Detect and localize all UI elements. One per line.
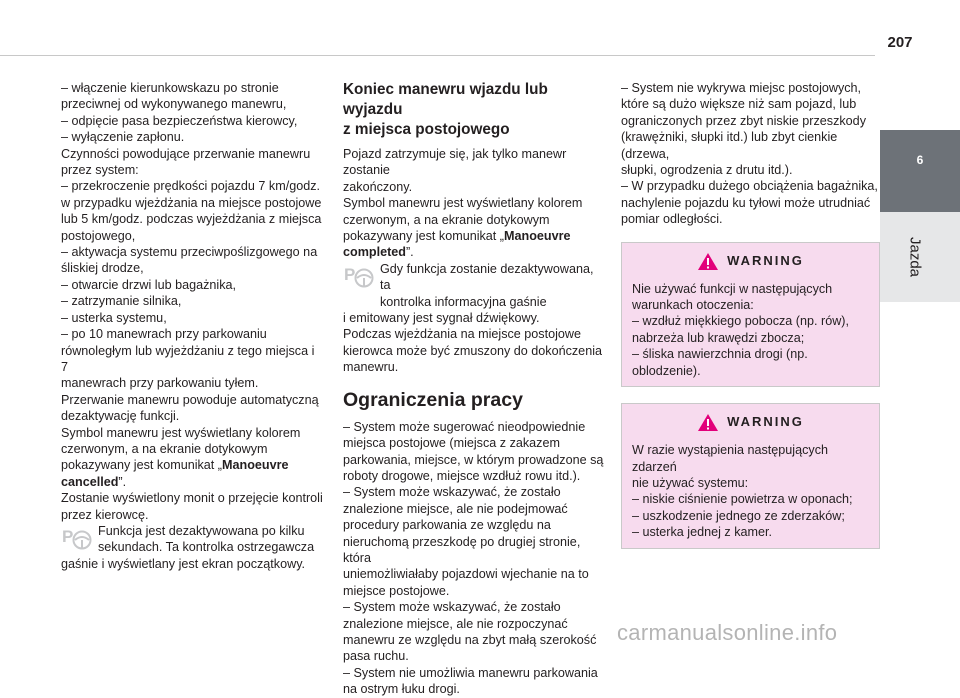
text-line: parkowania, miejsce, w którym prowadzone są — [343, 452, 604, 467]
text-line: procedury parkowania ze względu na — [343, 518, 551, 533]
message-bold: Manoeuvre — [222, 458, 289, 473]
text-line: kontrolka informacyjna gaśnie — [380, 294, 547, 309]
warning-title: WARNING — [727, 414, 804, 430]
svg-text:P: P — [344, 264, 356, 284]
warning-triangle-icon — [697, 252, 719, 271]
text-line: Symbol manewru jest wyświetlany kolorem — [61, 425, 301, 440]
text-line: – System nie wykrywa miejsc postojowych, — [621, 81, 862, 95]
text-line: na ostrym łuku drogi. — [343, 682, 460, 697]
text-line: miejsca postojowe (miejsca z zakazem — [343, 436, 560, 451]
text-line: Przerwanie manewru powoduje automatyczną — [61, 392, 319, 407]
text-line: i emitowany jest sygnał dźwiękowy. — [343, 311, 540, 326]
text-line: kierowca może być zmuszony do dokończenia — [343, 343, 602, 358]
text-line: Funkcja jest dezaktywowana po kilku — [98, 523, 305, 538]
text-line: – usterka jednej z kamer. — [632, 525, 773, 540]
text-line: – niskie ciśnienie powietrza w oponach; — [632, 492, 853, 507]
message-line — [61, 474, 323, 490]
text-line: pomiar odległości. — [621, 212, 723, 227]
col1-text-top — [61, 80, 323, 523]
heading-line: z miejsca postojowego — [343, 121, 510, 138]
text-line: – przekroczenie prędkości pojazdu 7 km/godz. — [61, 179, 321, 194]
text-line: znalezione miejsce, ale nie rozpoczynać — [343, 616, 568, 631]
column-1 — [61, 80, 323, 572]
text-line: ograniczonych przez zbyt niskie przeszkody — [621, 113, 866, 128]
text-line: które są dużo większe niż sam pojazd, lub — [621, 97, 857, 112]
page-number: 207 — [887, 34, 913, 51]
text-line: W razie wystąpienia następujących zdarzeń — [632, 443, 828, 474]
message-bold: completed — [343, 245, 406, 260]
warning-header — [632, 252, 869, 271]
text-line: sekundach. Ta kontrolka ostrzegawcza — [98, 540, 315, 555]
chapter-number: 6 — [916, 153, 924, 167]
text-line: czerwonym, a na ekranie dotykowym — [343, 212, 550, 227]
icon-note — [343, 261, 605, 310]
text-line: – System może sugerować nieodpowiednie — [343, 419, 586, 434]
text-line: – usterka systemu, — [61, 310, 167, 325]
text-line: przez system: — [61, 163, 139, 178]
message-bold: cancelled — [61, 474, 119, 489]
watermark: carmanualsonline.info — [617, 620, 838, 645]
column-3 — [621, 80, 879, 549]
text-line: nachylenie pojazdu ku tyłowi może utrudniać — [621, 195, 871, 210]
text-line: Zostanie wyświetlony monit o przejęcie kontroli — [61, 491, 323, 506]
text-line: nabrzeża lub krawędzi zbocza; — [632, 330, 805, 345]
text-line: równoległym lub wyjeżdżaniu z tego miejsca i 7 — [61, 343, 315, 374]
message-line — [343, 244, 605, 260]
text-line: manewru ze względu na zbyt małą szerokość — [343, 632, 597, 647]
text-line: – aktywacja systemu przeciwpoślizgowego na — [61, 245, 318, 260]
text-line: czerwonym, a na ekranie dotykowym — [61, 441, 268, 456]
chapter-tab — [880, 130, 960, 212]
chapter-label — [900, 212, 930, 302]
warning-triangle-icon — [697, 413, 719, 432]
text-line: lub 5 km/godz. podczas wyjeżdżania z miejsca — [61, 212, 322, 227]
text-line: Podczas wjeżdżania na miejsce postojowe — [343, 327, 582, 342]
text-line: postojowego, — [61, 228, 136, 243]
text-line: – uszkodzenie jednego ze zderzaków; — [632, 508, 845, 523]
text-line: (krawężniki, słupki itd.) lub zbyt cienkie (drzewa, — [621, 130, 838, 161]
text-line: nieruchomą przeszkodę po drugiej stronie, która — [343, 534, 581, 565]
svg-text:P: P — [62, 526, 74, 546]
message-line — [343, 228, 605, 244]
text-line: gaśnie i wyświetlany jest ekran początkowy. — [61, 556, 306, 571]
warning-box — [621, 403, 880, 548]
parking-sensor-icon — [61, 525, 93, 551]
text-line: roboty drogowe, miejsce wzdłuż rowu itd.). — [343, 468, 581, 483]
text-line: manewru. — [343, 360, 399, 375]
text-line: śliskiej drodze, — [61, 261, 144, 276]
text-line: – zatrzymanie silnika, — [61, 294, 182, 309]
heading-line: Koniec manewru wjazdu lub wyjazdu — [343, 81, 548, 118]
warning-title: WARNING — [727, 252, 804, 268]
text-line: Gdy funkcja zostanie dezaktywowana, ta — [380, 261, 594, 293]
text-line: Pojazd zatrzymuje się, jak tylko manewr zostanie — [343, 147, 567, 178]
text-line: warunkach otoczenia: — [632, 298, 754, 313]
text-line: – System nie umożliwia manewru parkowania — [343, 665, 598, 680]
icon-note — [61, 523, 323, 556]
text-line: pasa ruchu. — [343, 649, 409, 664]
message-bold: Manoeuvre — [504, 229, 571, 244]
text-line: – odpięcie pasa bezpieczeństwa kierowcy, — [61, 113, 298, 128]
section-heading-end-manoeuvre — [343, 80, 605, 140]
text-line: Czynności powodujące przerwanie manewru — [61, 146, 311, 161]
section-title-limits: Ograniczenia pracy — [343, 388, 523, 411]
text-line: miejsce postojowe. — [343, 583, 450, 598]
warning-box — [621, 242, 880, 387]
text-line: Nie używać funkcji w następujących — [632, 281, 833, 296]
text-line: – wyłączenie zapłonu. — [61, 130, 185, 145]
chapter-title: Jazda — [906, 236, 924, 278]
text-line: – System może wskazywać, że zostało — [343, 600, 561, 615]
text-line: – śliska nawierzchnia drogi (np. oblodzenie). — [632, 347, 808, 378]
text-line: w przypadku wjeżdżania na miejsce postojowe — [61, 195, 322, 210]
text-fragment: pokazywany jest komunikat „ — [61, 458, 222, 473]
text-line: Symbol manewru jest wyświetlany kolorem — [343, 196, 583, 211]
text-line: – włączenie kierunkowskazu po stronie — [61, 81, 279, 95]
text-line: nie używać systemu: — [632, 475, 749, 490]
text-line: dezaktywację funkcji. — [61, 409, 180, 424]
text-line: przeciwnej od wykonywanego manewru, — [61, 97, 287, 112]
text-fragment: ”. — [405, 245, 414, 260]
text-line: – wzdłuż miękkiego pobocza (np. rów), — [632, 314, 849, 329]
text-line: – po 10 manewrach przy parkowaniu — [61, 327, 267, 342]
text-line: – W przypadku dużego obciążenia bagażnika, — [621, 179, 878, 194]
text-fragment: pokazywany jest komunikat „ — [343, 229, 504, 244]
header-rule — [0, 55, 875, 56]
text-line: uniemożliwiałaby pojazdowi wjechanie na to — [343, 567, 589, 582]
column-2 — [343, 80, 605, 698]
parking-sensor-icon — [343, 263, 375, 289]
warning-header — [632, 413, 869, 432]
text-line: – System może wskazywać, że zostało — [343, 485, 561, 500]
text-fragment: ”. — [118, 474, 127, 489]
text-line: słupki, ogrodzenia z drutu itd.). — [621, 163, 793, 178]
text-line: manewrach przy parkowaniu tyłem. — [61, 376, 259, 391]
text-line: przez kierowcę. — [61, 507, 149, 522]
message-line — [61, 457, 323, 473]
text-line: – otwarcie drzwi lub bagażnika, — [61, 277, 237, 292]
text-line: zakończony. — [343, 179, 413, 194]
text-line: znalezione miejsce, ale nie podejmować — [343, 501, 568, 516]
